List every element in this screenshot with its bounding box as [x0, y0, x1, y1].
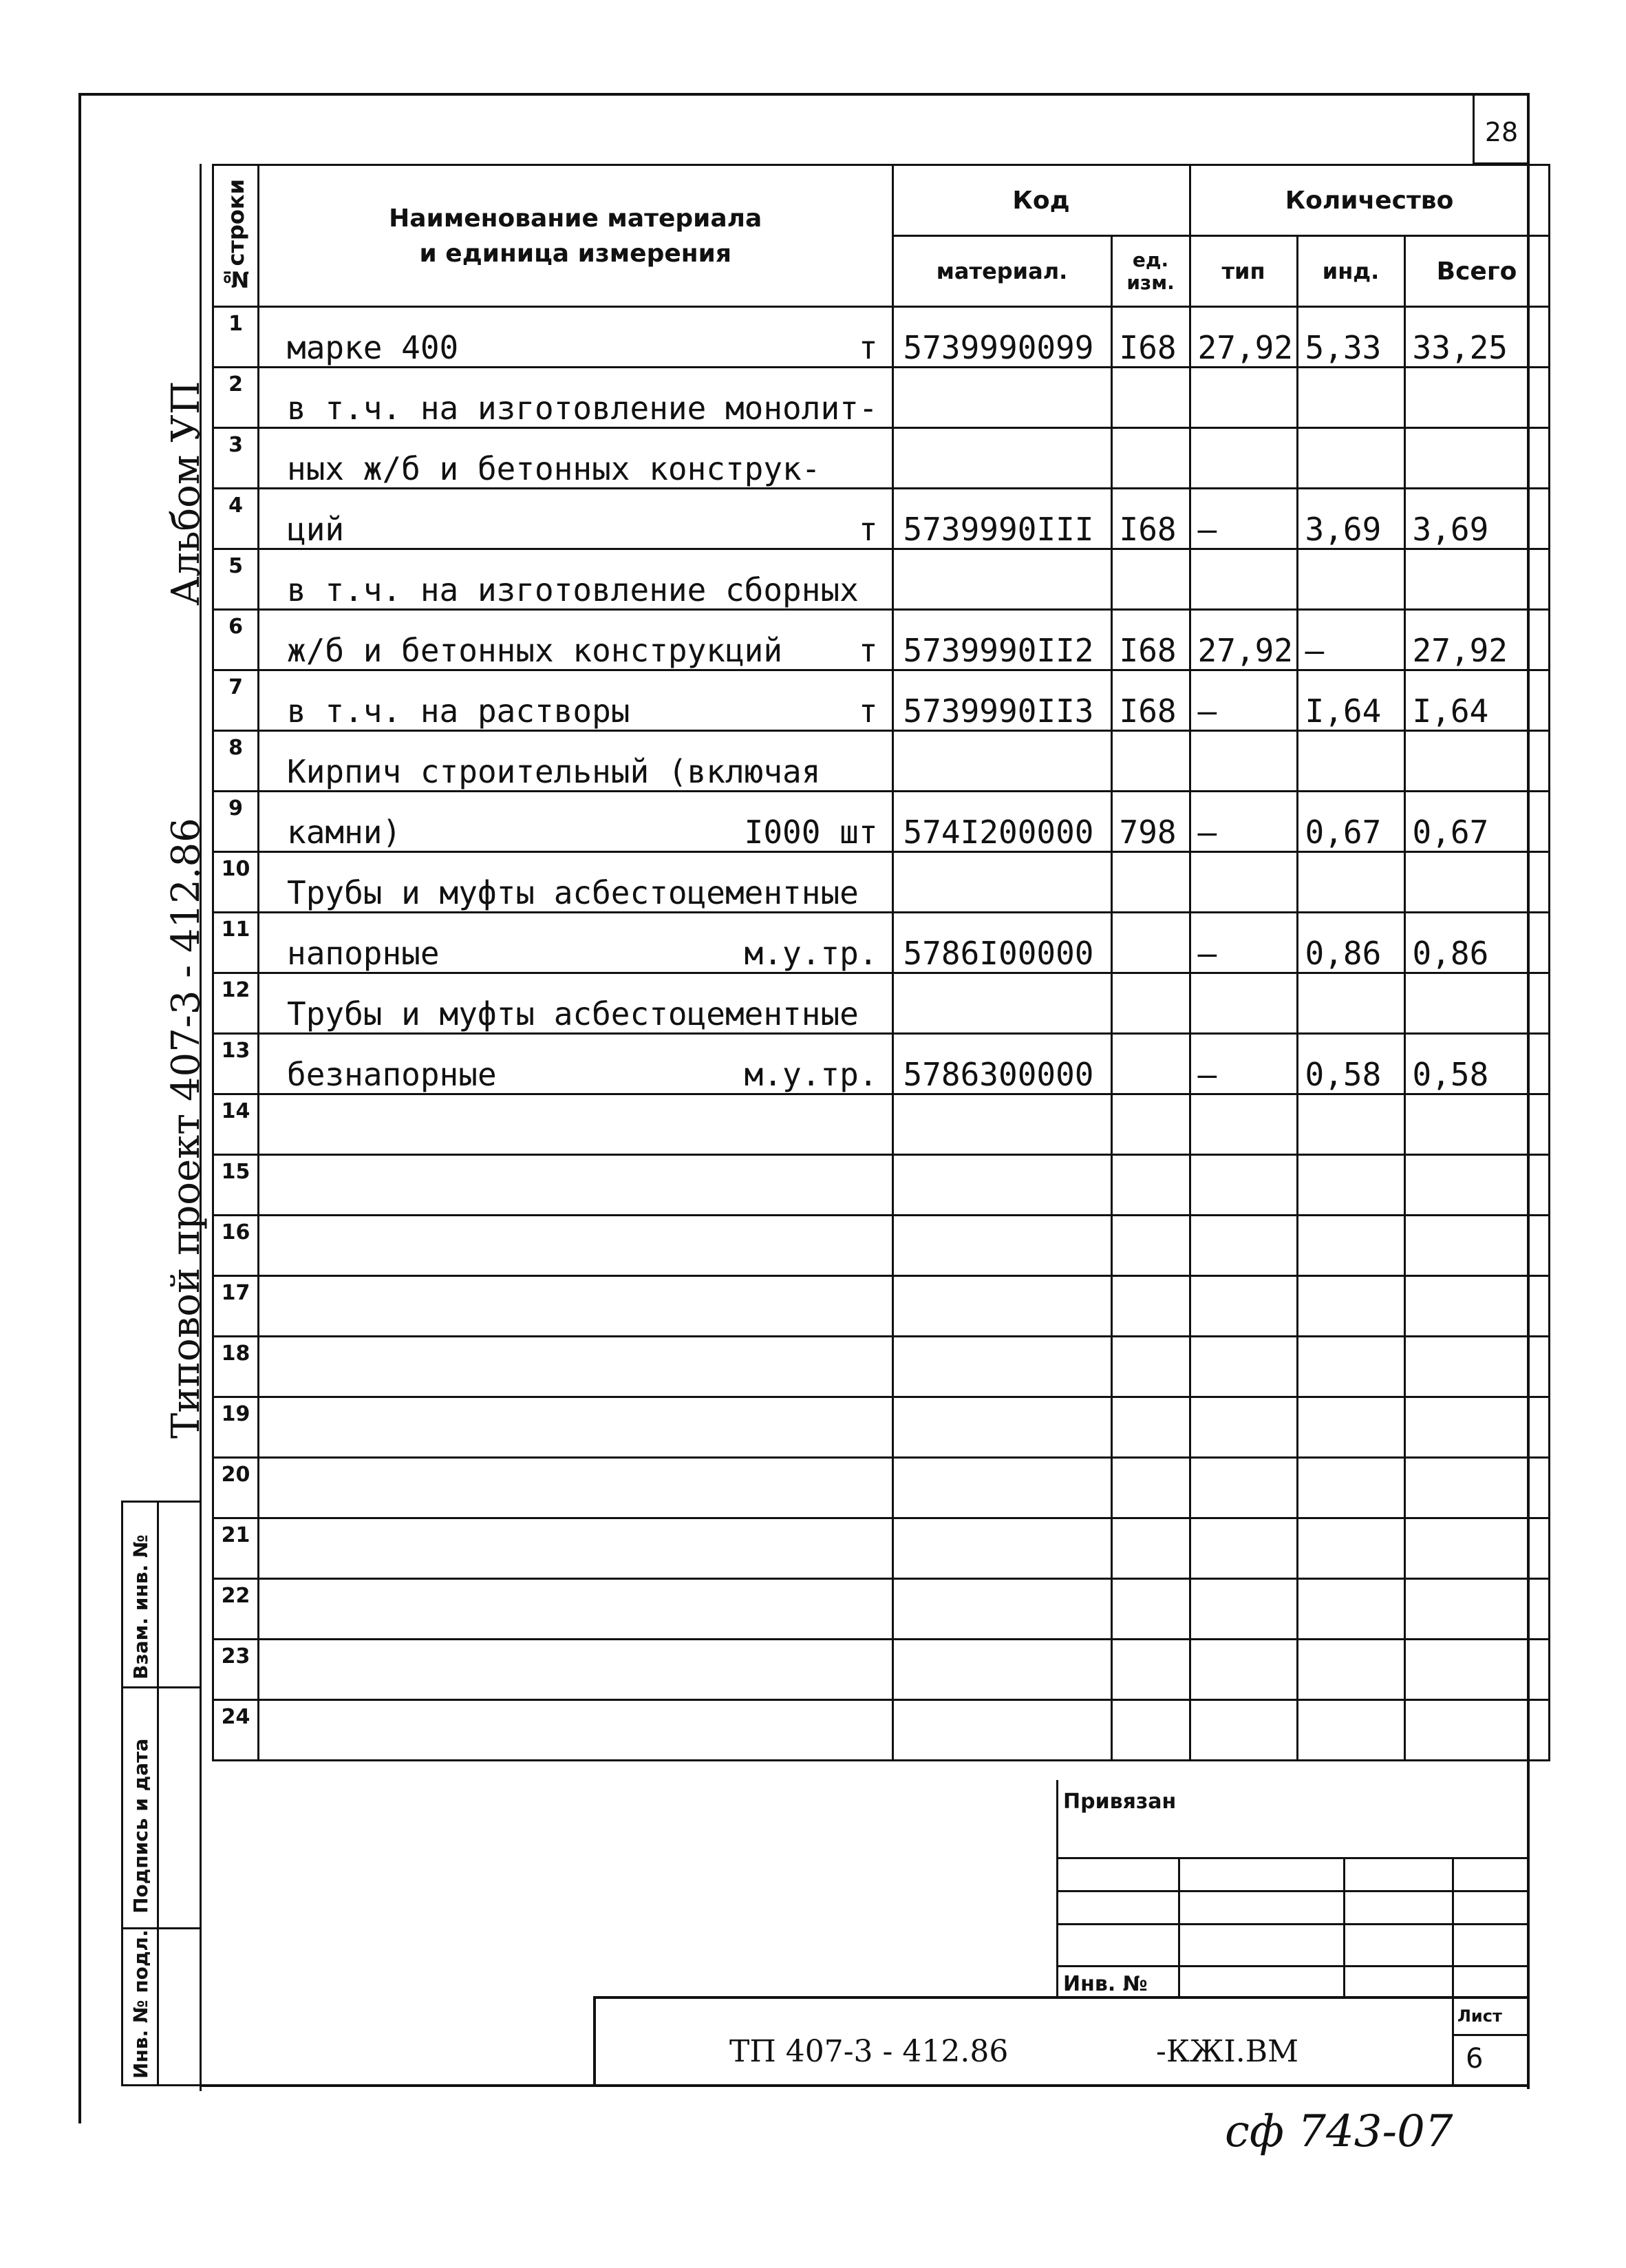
- row-number: 12: [213, 973, 259, 1034]
- row-name: [259, 1276, 893, 1337]
- row-unit-code: I68: [1111, 670, 1190, 731]
- row-unit-code: [1111, 913, 1190, 973]
- table-row: [213, 489, 1550, 549]
- row-qty-ind: [1297, 1700, 1404, 1761]
- row-qty-ind: [1297, 368, 1404, 428]
- row-name: [259, 1034, 893, 1094]
- row-name-text: камни): [287, 814, 402, 851]
- row-number: 11: [213, 913, 259, 973]
- row-name: [259, 1700, 893, 1761]
- row-qty-ind: [1297, 549, 1404, 610]
- row-code: 5739990II2: [892, 610, 1111, 670]
- row-qty-ind: 0,86: [1297, 913, 1404, 973]
- row-qty-ind: [1297, 852, 1404, 913]
- table-row: [213, 913, 1550, 973]
- row-number: 13: [213, 1034, 259, 1094]
- row-name: [259, 973, 893, 1034]
- row-code: [892, 1518, 1111, 1579]
- row-qty-type: [1190, 549, 1297, 610]
- privyazan-vline-2: [1343, 1857, 1345, 1997]
- privyazan-vline-1: [1178, 1857, 1180, 1997]
- privyazan-line-3: [1056, 1923, 1529, 1925]
- row-qty-total: [1404, 1337, 1549, 1397]
- row-name: [259, 1579, 893, 1640]
- row-name-text: в т.ч. на растворы: [287, 692, 630, 730]
- header-qty-type: тип: [1190, 236, 1297, 307]
- designation-right: -КЖI.ВМ: [1156, 2034, 1299, 2069]
- row-qty-total: [1404, 549, 1549, 610]
- table-row: [213, 1458, 1550, 1518]
- row-qty-type: 27,92: [1190, 610, 1297, 670]
- row-qty-ind: [1297, 1276, 1404, 1337]
- row-code: [892, 549, 1111, 610]
- row-code: [892, 852, 1111, 913]
- row-qty-ind: [1297, 1518, 1404, 1579]
- row-code: 5739990099: [892, 307, 1111, 368]
- row-unit-code: 798: [1111, 792, 1190, 852]
- row-qty-ind: [1297, 1579, 1404, 1640]
- table-row: [213, 428, 1550, 489]
- row-name-text: ных ж/б и бетонных конструк-: [287, 450, 821, 487]
- row-qty-ind: [1297, 1337, 1404, 1397]
- row-code: [892, 1276, 1111, 1337]
- sheet-label: Лист: [1457, 2006, 1502, 2026]
- row-unit-text: I000 шт: [744, 814, 878, 851]
- row-qty-type: –: [1190, 670, 1297, 731]
- row-qty-total: [1404, 1276, 1549, 1337]
- row-qty-type: [1190, 1640, 1297, 1700]
- row-number: 9: [213, 792, 259, 852]
- row-name-text: ций: [287, 511, 345, 548]
- row-number: 15: [213, 1155, 259, 1216]
- row-number: 1: [213, 307, 259, 368]
- table-row: [213, 1518, 1550, 1579]
- row-unit-code: [1111, 1155, 1190, 1216]
- row-name-text: ж/б и бетонных конструкций: [287, 632, 783, 669]
- row-name: [259, 489, 893, 549]
- row-qty-type: 27,92: [1190, 307, 1297, 368]
- row-unit-code: I68: [1111, 489, 1190, 549]
- row-code: 5786300000: [892, 1034, 1111, 1094]
- row-code: [892, 1579, 1111, 1640]
- row-qty-total: [1404, 1640, 1549, 1700]
- row-unit-code: [1111, 428, 1190, 489]
- row-qty-total: I,64: [1404, 670, 1549, 731]
- row-unit-code: [1111, 549, 1190, 610]
- row-unit-code: [1111, 1458, 1190, 1518]
- table-row: [213, 1276, 1550, 1337]
- row-number: 5: [213, 549, 259, 610]
- privyazan-line-2: [1056, 1890, 1529, 1892]
- row-name-text: Кирпич строительный (включая: [287, 753, 821, 790]
- row-name: [259, 913, 893, 973]
- row-unit-code: [1111, 852, 1190, 913]
- row-name: [259, 307, 893, 368]
- table-row: [213, 1337, 1550, 1397]
- privyazan-label: Привязан: [1063, 1790, 1177, 1814]
- row-qty-type: [1190, 1397, 1297, 1458]
- row-qty-ind: [1297, 1397, 1404, 1458]
- table-row: [213, 973, 1550, 1034]
- stamp-col-inner: [157, 1501, 159, 2086]
- title-block-top: [593, 1996, 1529, 1999]
- handwritten-note: сф 743-07: [1225, 2106, 1453, 2157]
- row-number: 17: [213, 1276, 259, 1337]
- row-name: [259, 1397, 893, 1458]
- stamp-col-bottom: [121, 2084, 200, 2086]
- row-name: [259, 1518, 893, 1579]
- row-qty-type: [1190, 1700, 1297, 1761]
- stamp-col-left: [121, 1501, 123, 2086]
- row-unit-code: [1111, 1276, 1190, 1337]
- row-code: [892, 428, 1111, 489]
- row-qty-type: [1190, 1216, 1297, 1276]
- inv-no-label: Инв. №: [1063, 1972, 1148, 1996]
- row-name: [259, 852, 893, 913]
- row-code: 574I200000: [892, 792, 1111, 852]
- row-number: 7: [213, 670, 259, 731]
- header-code-material: материал.: [892, 236, 1111, 307]
- row-code: [892, 1397, 1111, 1458]
- row-qty-total: [1404, 1216, 1549, 1276]
- table-row: [213, 1094, 1550, 1155]
- privyazan-line-1: [1056, 1857, 1529, 1859]
- row-name: [259, 731, 893, 792]
- row-name-text: Трубы и муфты асбестоцементные: [287, 995, 859, 1032]
- row-unit-code: [1111, 731, 1190, 792]
- page-number-box-left: [1473, 95, 1475, 164]
- row-unit-code: [1111, 1216, 1190, 1276]
- row-qty-total: 3,69: [1404, 489, 1549, 549]
- table-row: [213, 307, 1550, 368]
- row-code: [892, 1700, 1111, 1761]
- row-qty-type: –: [1190, 1034, 1297, 1094]
- row-qty-total: [1404, 1397, 1549, 1458]
- row-number: 24: [213, 1700, 259, 1761]
- side-album: Альбом УП: [164, 381, 208, 606]
- row-name-text: марке 400: [287, 329, 459, 366]
- row-code: 5739990II3: [892, 670, 1111, 731]
- table-row: [213, 1034, 1550, 1094]
- row-number: 14: [213, 1094, 259, 1155]
- table-row: [213, 852, 1550, 913]
- row-qty-type: [1190, 1458, 1297, 1518]
- row-qty-ind: 0,58: [1297, 1034, 1404, 1094]
- row-qty-type: –: [1190, 489, 1297, 549]
- row-number: 2: [213, 368, 259, 428]
- row-unit-text: м.у.тр.: [744, 1056, 878, 1093]
- row-unit-text: т: [858, 632, 878, 669]
- row-number: 16: [213, 1216, 259, 1276]
- row-name: [259, 670, 893, 731]
- row-number: 10: [213, 852, 259, 913]
- row-qty-ind: [1297, 1094, 1404, 1155]
- header-qty-total: Всего: [1404, 236, 1549, 307]
- row-unit-code: [1111, 1640, 1190, 1700]
- row-unit-code: [1111, 1518, 1190, 1579]
- row-name-text: в т.ч. на изготовление сборных: [287, 571, 859, 608]
- page-number: 28: [1484, 117, 1519, 147]
- row-qty-ind: [1297, 731, 1404, 792]
- row-name: [259, 368, 893, 428]
- row-number: 19: [213, 1397, 259, 1458]
- row-qty-total: [1404, 1155, 1549, 1216]
- row-qty-total: 0,86: [1404, 913, 1549, 973]
- row-qty-total: 33,25: [1404, 307, 1549, 368]
- row-code: [892, 368, 1111, 428]
- row-unit-code: [1111, 1034, 1190, 1094]
- row-name: [259, 792, 893, 852]
- row-name: [259, 1458, 893, 1518]
- row-name: [259, 1155, 893, 1216]
- row-qty-type: [1190, 1579, 1297, 1640]
- sheet-number: 6: [1466, 2043, 1484, 2075]
- table-row: [213, 1640, 1550, 1700]
- row-qty-total: [1404, 1518, 1549, 1579]
- row-name: [259, 428, 893, 489]
- row-name: [259, 1216, 893, 1276]
- row-qty-ind: [1297, 428, 1404, 489]
- row-name: [259, 610, 893, 670]
- row-code: [892, 1216, 1111, 1276]
- row-qty-type: [1190, 428, 1297, 489]
- row-unit-code: [1111, 368, 1190, 428]
- stamp-col-top: [121, 1501, 200, 1503]
- row-qty-ind: I,64: [1297, 670, 1404, 731]
- row-qty-total: [1404, 1094, 1549, 1155]
- row-qty-total: [1404, 973, 1549, 1034]
- stamp-vzam: Взам. инв. №: [129, 1534, 152, 1679]
- stamp-inv-podl: Инв. № подл.: [129, 1929, 152, 2079]
- privyazan-vline-3: [1452, 1857, 1454, 2084]
- title-block-bottom: [200, 2084, 1529, 2087]
- row-number: 21: [213, 1518, 259, 1579]
- row-number: 4: [213, 489, 259, 549]
- row-name: [259, 549, 893, 610]
- row-code: [892, 1458, 1111, 1518]
- row-qty-type: [1190, 1276, 1297, 1337]
- row-qty-type: [1190, 1155, 1297, 1216]
- header-quantity: Количество: [1190, 165, 1549, 236]
- row-number: 22: [213, 1579, 259, 1640]
- table-row: [213, 792, 1550, 852]
- row-qty-type: [1190, 973, 1297, 1034]
- row-qty-type: [1190, 1337, 1297, 1397]
- row-name-text: в т.ч. на изготовление монолит-: [287, 390, 878, 427]
- title-block-left: [593, 1996, 596, 2086]
- row-code: [892, 973, 1111, 1034]
- table-row: [213, 1216, 1550, 1276]
- row-name-text: безнапорные: [287, 1056, 497, 1093]
- row-qty-total: [1404, 1579, 1549, 1640]
- row-qty-total: 0,67: [1404, 792, 1549, 852]
- row-qty-type: [1190, 1518, 1297, 1579]
- row-qty-ind: [1297, 1155, 1404, 1216]
- table-row: [213, 549, 1550, 610]
- header-row-no: №строки: [213, 165, 259, 307]
- row-code: 5786I00000: [892, 913, 1111, 973]
- row-qty-ind: [1297, 1640, 1404, 1700]
- table-row: [213, 610, 1550, 670]
- row-qty-ind: –: [1297, 610, 1404, 670]
- row-name: [259, 1094, 893, 1155]
- header-name: Наименование материала и единица измерения: [259, 165, 893, 307]
- row-number: 3: [213, 428, 259, 489]
- row-unit-text: т: [858, 329, 878, 366]
- row-qty-total: 27,92: [1404, 610, 1549, 670]
- row-qty-total: [1404, 368, 1549, 428]
- table-row: [213, 1397, 1550, 1458]
- row-number: 23: [213, 1640, 259, 1700]
- stamp-divider-1: [121, 1686, 200, 1688]
- side-project: Типовой проект 407-3 - 412.86: [164, 818, 208, 1439]
- row-unit-text: т: [858, 511, 878, 548]
- row-code: [892, 1155, 1111, 1216]
- stamp-podpis: Подпись и дата: [129, 1738, 152, 1914]
- row-number: 18: [213, 1337, 259, 1397]
- row-unit-code: [1111, 1337, 1190, 1397]
- table-row: [213, 1155, 1550, 1216]
- row-qty-type: [1190, 1094, 1297, 1155]
- row-qty-ind: 5,33: [1297, 307, 1404, 368]
- row-qty-total: [1404, 731, 1549, 792]
- row-code: [892, 1094, 1111, 1155]
- row-qty-total: [1404, 1700, 1549, 1761]
- row-qty-total: 0,58: [1404, 1034, 1549, 1094]
- header-qty-ind: инд.: [1297, 236, 1404, 307]
- row-code: [892, 1640, 1111, 1700]
- row-qty-type: [1190, 731, 1297, 792]
- row-unit-code: [1111, 1700, 1190, 1761]
- sheet-line: [1452, 2034, 1529, 2036]
- row-unit-text: т: [858, 692, 878, 730]
- row-qty-type: [1190, 368, 1297, 428]
- frame-top: [79, 93, 1530, 96]
- row-qty-total: [1404, 428, 1549, 489]
- table-row: [213, 670, 1550, 731]
- row-qty-type: [1190, 852, 1297, 913]
- row-name: [259, 1640, 893, 1700]
- table-row: [213, 731, 1550, 792]
- row-unit-code: [1111, 973, 1190, 1034]
- row-unit-code: [1111, 1579, 1190, 1640]
- row-qty-type: –: [1190, 913, 1297, 973]
- row-number: 20: [213, 1458, 259, 1518]
- row-unit-code: [1111, 1397, 1190, 1458]
- row-code: [892, 731, 1111, 792]
- row-unit-code: I68: [1111, 610, 1190, 670]
- row-qty-ind: [1297, 973, 1404, 1034]
- row-number: 6: [213, 610, 259, 670]
- spec-table: [212, 164, 1550, 1761]
- row-name-text: напорные: [287, 935, 440, 972]
- row-unit-text: м.у.тр.: [744, 935, 878, 972]
- row-unit-code: [1111, 1094, 1190, 1155]
- header-code-unit: ед. изм.: [1111, 236, 1190, 307]
- row-qty-total: [1404, 1458, 1549, 1518]
- header-code: Код: [892, 165, 1190, 236]
- table-row: [213, 1700, 1550, 1761]
- row-qty-type: –: [1190, 792, 1297, 852]
- table-row: [213, 368, 1550, 428]
- frame-left: [78, 93, 81, 2123]
- row-qty-ind: [1297, 1458, 1404, 1518]
- row-name-text: Трубы и муфты асбестоцементные: [287, 874, 859, 911]
- row-name: [259, 1337, 893, 1397]
- designation-left: ТП 407-3 - 412.86: [729, 2034, 1009, 2069]
- row-unit-code: I68: [1111, 307, 1190, 368]
- row-number: 8: [213, 731, 259, 792]
- row-qty-ind: [1297, 1216, 1404, 1276]
- row-qty-ind: 0,67: [1297, 792, 1404, 852]
- privyazan-line-4: [1056, 1965, 1529, 1967]
- row-qty-total: [1404, 852, 1549, 913]
- row-qty-ind: 3,69: [1297, 489, 1404, 549]
- table-row: [213, 1579, 1550, 1640]
- row-code: [892, 1337, 1111, 1397]
- row-code: 5739990III: [892, 489, 1111, 549]
